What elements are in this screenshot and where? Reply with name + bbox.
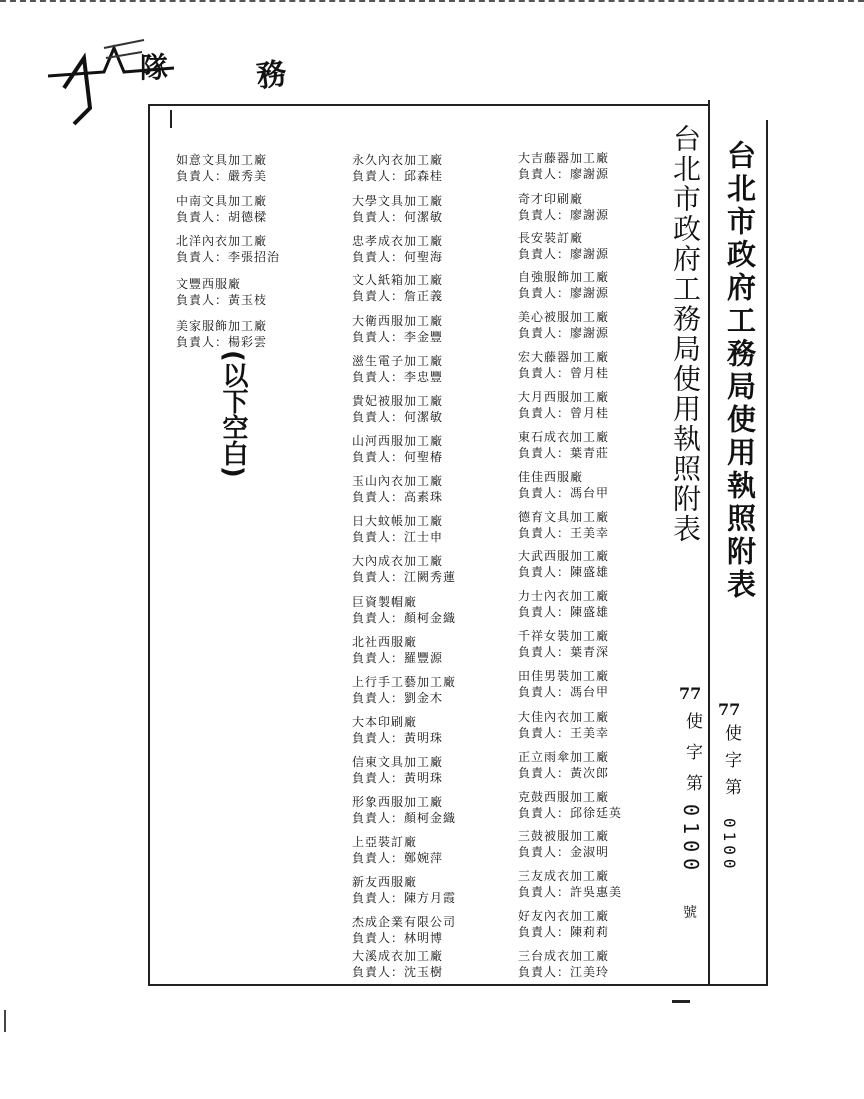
list-item: 克鼓西服加工廠 負責人：邱徐廷英: [518, 790, 623, 820]
list-item: 巨資製帽廠 負責人：顏柯金織: [352, 595, 457, 625]
list-item: 力士內衣加工廠 負責人：陳盛雄: [518, 589, 610, 619]
list-item: 上行手工藝加工廠 負責人：劉金木: [352, 675, 457, 705]
list-item: 北社西服廠 負責人：羅豐源: [352, 635, 444, 665]
frame-top-line: [148, 104, 708, 106]
list-item: 大溪成衣加工廠 負責人：沈玉樹: [352, 949, 444, 979]
top-scan-line: [0, 0, 864, 6]
permit-suffix: 號: [683, 905, 697, 921]
permit-number: 0100: [679, 804, 703, 877]
list-item: 美心被服加工廠 負責人：廖謝源: [518, 310, 610, 340]
list-item: 日大蚊帳加工廠 負責人：江士申: [352, 514, 444, 544]
list-item: 貴妃被服加工廠 負責人：何潔敏: [352, 394, 444, 424]
list-item: 大吉藤器加工廠 負責人：廖謝源: [518, 151, 610, 181]
stamp-mark-left: [44, 28, 184, 128]
list-item: 東石成衣加工廠 負責人：葉青莊: [518, 430, 610, 460]
list-item: 好友內衣加工廠 負責人：陳莉莉: [518, 909, 610, 939]
list-item: 三友成衣加工廠 負責人：許吳惠美: [518, 869, 623, 899]
list-item: 中南文具加工廠 負責人：胡德樑: [176, 194, 268, 224]
list-item: 永久內衣加工廠 負責人：邱森桂: [352, 153, 444, 183]
list-item: 大武西服加工廠 負責人：陳盛雄: [518, 549, 610, 579]
list-item: 千祥女裝加工廠 負責人：葉青深: [518, 629, 610, 659]
list-item: 形象西服加工廠 負責人：顏柯金織: [352, 795, 457, 825]
list-item: 奇才印刷廠 負責人：廖謝源: [518, 192, 610, 222]
frame-left-line: [148, 104, 150, 984]
list-item: 佳佳西服廠 負責人：馮台甲: [518, 470, 610, 500]
side-title-inner: 台北市政府工務局使用執照附表: [669, 124, 702, 544]
list-item: 忠孝成衣加工廠 負責人：何聖海: [352, 234, 444, 264]
scan-speck: [672, 1000, 690, 1003]
top-mark-2: 務: [254, 56, 289, 95]
list-item: 大佳內衣加工廠 負責人：王美幸: [518, 710, 610, 740]
scan-speck: [4, 1010, 6, 1032]
list-item: 北洋內衣加工廠 負責人：李張招治: [176, 234, 281, 264]
list-item: 文豐西服廠 負責人：黃玉枝: [176, 277, 268, 307]
list-item: 上亞裝訂廠 負責人：鄭婉萍: [352, 835, 444, 865]
list-item: 大本印刷廠 負責人：黃明珠: [352, 715, 444, 745]
list-item: 宏大藤器加工廠 負責人：曾月桂: [518, 350, 610, 380]
list-item: 三鼓被服加工廠 負責人：金淑明: [518, 829, 610, 859]
scan-speck: [170, 110, 172, 128]
list-item: 長安裝訂廠 負責人：廖謝源: [518, 231, 610, 261]
list-item: 山河西服加工廠 負責人：何聖椿: [352, 434, 444, 464]
list-item: 玉山內衣加工廠 負責人：高素珠: [352, 474, 444, 504]
list-item: 自強服飾加工廠 負責人：廖謝源: [518, 270, 610, 300]
list-item: 田佳男裝加工廠 負責人：馮台甲: [518, 669, 610, 699]
list-item: 文人紙箱加工廠 負責人：詹正義: [352, 273, 444, 303]
list-item: 杰成企業有限公司 負責人：林明博: [352, 915, 457, 945]
permit-label: 使字第: [721, 724, 741, 805]
side-title-outer: 台北市政府工務局使用執照附表: [723, 140, 757, 602]
top-mark-1: 隊: [140, 51, 169, 84]
permit-label: 使字第: [682, 712, 702, 805]
frame-right-line-outer: [766, 120, 768, 984]
blank-note: (以下空白): [218, 350, 248, 478]
list-item: 大衛西服加工廠 負責人：李金豐: [352, 314, 444, 344]
list-item: 如意文具加工廠 負責人：嚴秀美: [176, 153, 268, 183]
list-item: 三台成衣加工廠 負責人：江美玲: [518, 949, 610, 979]
permit-year: 77: [679, 684, 702, 703]
permit-number: 0100: [720, 818, 739, 873]
list-item: 新友西服廠 負責人：陳方月霞: [352, 875, 457, 905]
frame-right-line-inner: [708, 100, 710, 984]
list-item: 正立雨傘加工廠 負責人：黃次郎: [518, 750, 610, 780]
list-item: 大學文具加工廠 負責人：何潔敏: [352, 194, 444, 224]
permit-year: 77: [718, 700, 741, 719]
list-item: 滋生電子加工廠 負責人：李忠豐: [352, 354, 444, 384]
list-item: 大內成衣加工廠 負責人：江闕秀蓮: [352, 554, 457, 584]
frame-bottom-line: [148, 984, 768, 986]
list-item: 信東文具加工廠 負責人：黃明珠: [352, 755, 444, 785]
list-item: 美家服飾加工廠 負責人：楊彩雲: [176, 319, 268, 349]
list-item: 大月西服加工廠 負責人：曾月桂: [518, 390, 610, 420]
list-item: 德育文具加工廠 負責人：王美幸: [518, 510, 610, 540]
